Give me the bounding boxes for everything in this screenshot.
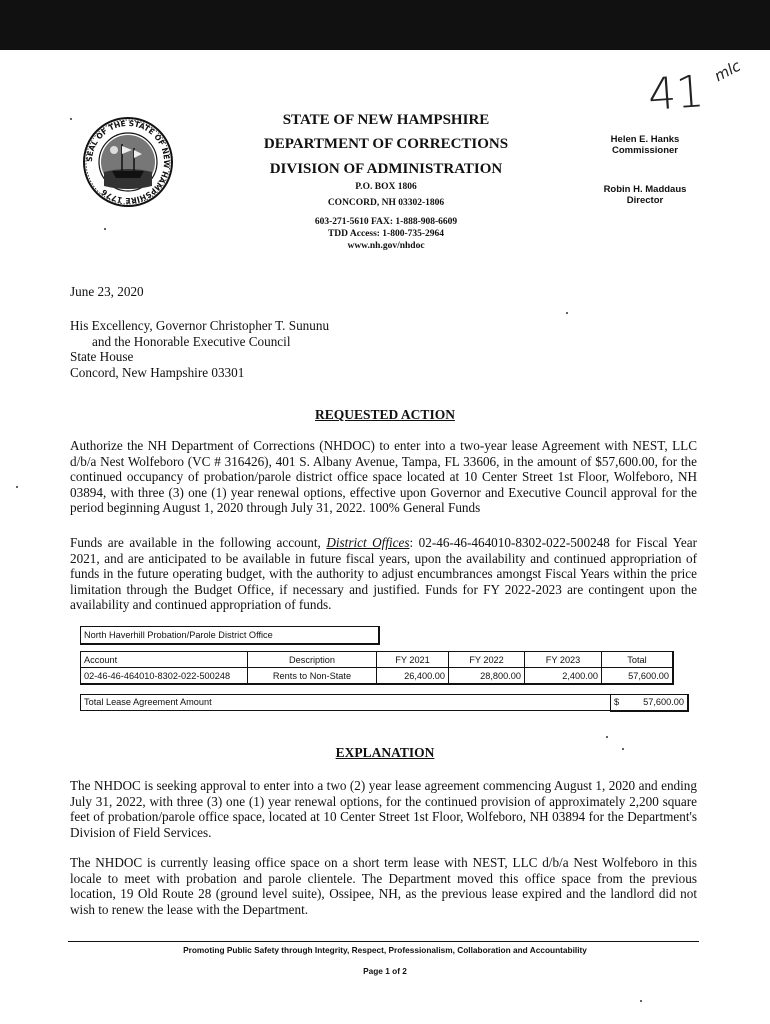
scan-speck bbox=[622, 748, 624, 750]
scan-top-border bbox=[0, 0, 770, 50]
table-header: FY 2022 bbox=[449, 652, 525, 668]
official-title: Director bbox=[626, 195, 664, 206]
explanation-paragraph: The NHDOC is seeking approval to enter into a two (2) year lease agreement commencing August 1, 2020 and ending July 31, 2022, with three (3) one (1) year renewal options, for the continued provision of approximately 2,200 square feet of probation/parole office space, located at 10 Center Street 1st Floor, Wolfeboro, NH 03894 for the Department's Division of Field Services. bbox=[70, 778, 697, 840]
letterhead-tdd: TDD Access: 1-800-735-2964 bbox=[327, 229, 445, 239]
total-label-box: Total Lease Agreement Amount bbox=[80, 694, 611, 711]
handwritten-item-number: 41 bbox=[646, 66, 706, 121]
letterhead-division: DIVISION OF ADMINISTRATION bbox=[269, 161, 503, 177]
table-cell-fy2021: 26,400.00 bbox=[377, 668, 449, 685]
table-cell-fy2022: 28,800.00 bbox=[449, 668, 525, 685]
table-row bbox=[81, 668, 674, 685]
footer-motto: Promoting Public Safety through Integrity, Respect, Professionalism, Collaboration and Accountability bbox=[183, 945, 587, 955]
table-header-row bbox=[81, 652, 674, 668]
official-title: Commissioner bbox=[612, 145, 678, 156]
table-header: FY 2021 bbox=[377, 652, 449, 668]
letterhead-city: CONCORD, NH 03302-1806 bbox=[327, 198, 445, 208]
table-cell-fy2023: 2,400.00 bbox=[525, 668, 602, 685]
handwritten-initials: mlc bbox=[711, 56, 744, 86]
address-line: State House bbox=[70, 349, 134, 365]
total-currency: $ bbox=[614, 697, 620, 707]
official-name: Helen E. Hanks bbox=[610, 134, 680, 145]
scan-speck bbox=[566, 312, 568, 314]
table-header: Account bbox=[81, 652, 248, 668]
address-line: Concord, New Hampshire 03301 bbox=[70, 364, 245, 380]
funding-text: : 02-46-46-464010-8302-022-500248 for Fiscal Year 2021, and are anticipated to be available in future fiscal years, upon the availability and continued appropriation of funds in the future operating budget, with the authority to adjust encumbrances amongst Fiscal Years within the price limitation through the Budget Office, if necessary and justified. Funds for FY 2022-2023 are contingent upon the availability and continued appropriation of funds. bbox=[70, 535, 698, 612]
letterhead-website[interactable]: www.nh.gov/nhdoc bbox=[347, 241, 425, 251]
funding-paragraph bbox=[70, 535, 697, 613]
table-cell-description: Rents to Non-State bbox=[248, 668, 377, 685]
address-line: and the Honorable Executive Council bbox=[92, 333, 291, 349]
account-table bbox=[80, 651, 674, 685]
letterhead-department: DEPARTMENT OF CORRECTIONS bbox=[263, 136, 509, 152]
official-name: Robin H. Maddaus bbox=[603, 184, 687, 195]
scan-speck bbox=[606, 736, 608, 738]
scan-speck bbox=[70, 118, 72, 120]
explanation-heading: EXPLANATION bbox=[335, 745, 435, 760]
official-director bbox=[578, 184, 712, 206]
letterhead-state: STATE OF NEW HAMPSHIRE bbox=[282, 112, 490, 128]
office-name-box: North Haverhill Probation/Parole District Office bbox=[80, 626, 380, 645]
total-amount: 57,600.00 bbox=[643, 697, 684, 707]
table-header: Total bbox=[602, 652, 674, 668]
scan-speck bbox=[104, 228, 106, 230]
table-header: Description bbox=[248, 652, 377, 668]
table-cell-total: 57,600.00 bbox=[602, 668, 674, 685]
state-seal-icon bbox=[82, 116, 174, 208]
scan-speck bbox=[16, 486, 18, 488]
address-line: His Excellency, Governor Christopher T. Sununu bbox=[70, 318, 330, 333]
page-number: Page 1 of 2 bbox=[363, 966, 407, 976]
table-header: FY 2023 bbox=[525, 652, 602, 668]
footer-divider bbox=[68, 941, 699, 942]
requested-action-paragraph: Authorize the NH Department of Corrections (NHDOC) to enter into a two-year lease Agreement with NEST, LLC d/b/a Nest Wolfeboro (VC # 316426), 401 S. Albany Avenue, Tampa, FL 33606, in the amount of $57,600.00, for the continued occupancy of probation/parole district office space located at 10 Center Street 1st Floor, Wolfeboro, NH 03894, with three (3) one (1) year renewal options, effective upon Governor and Executive Council approval for the period beginning August 1, 2020 through July 31, 2022. 100% General Funds bbox=[70, 438, 697, 515]
funding-text: Funds are available in the following account, bbox=[70, 535, 327, 550]
official-commissioner bbox=[578, 134, 712, 156]
letterhead-po-box: P.O. BOX 1806 bbox=[355, 182, 417, 192]
district-offices-label: District Offices bbox=[326, 535, 410, 550]
letterhead-phone-fax: 603-271-5610 FAX: 1-888-908-6609 bbox=[314, 217, 458, 227]
total-amount-box bbox=[610, 694, 689, 712]
requested-action-heading: REQUESTED ACTION bbox=[315, 407, 455, 422]
explanation-paragraph: The NHDOC is currently leasing office space on a short term lease with NEST, LLC d/b/a Nest Wolfeboro in this locale to meet with probation and parole clientele. The Department moved this office space from the previous location, 19 Old Route 28 (ground level suite), Ossipee, NH, as the previous lease expired and the landlord did not wish to renew the lease with the Department. bbox=[70, 855, 697, 917]
recipient-address bbox=[70, 318, 329, 380]
letter-date: June 23, 2020 bbox=[70, 284, 144, 299]
scan-speck bbox=[640, 1000, 642, 1002]
table-cell-account: 02-46-46-464010-8302-022-500248 bbox=[81, 668, 248, 685]
seal-lettering: SEAL OF THE STATE OF NEW HAMPSHIRE 1776 bbox=[84, 118, 172, 206]
